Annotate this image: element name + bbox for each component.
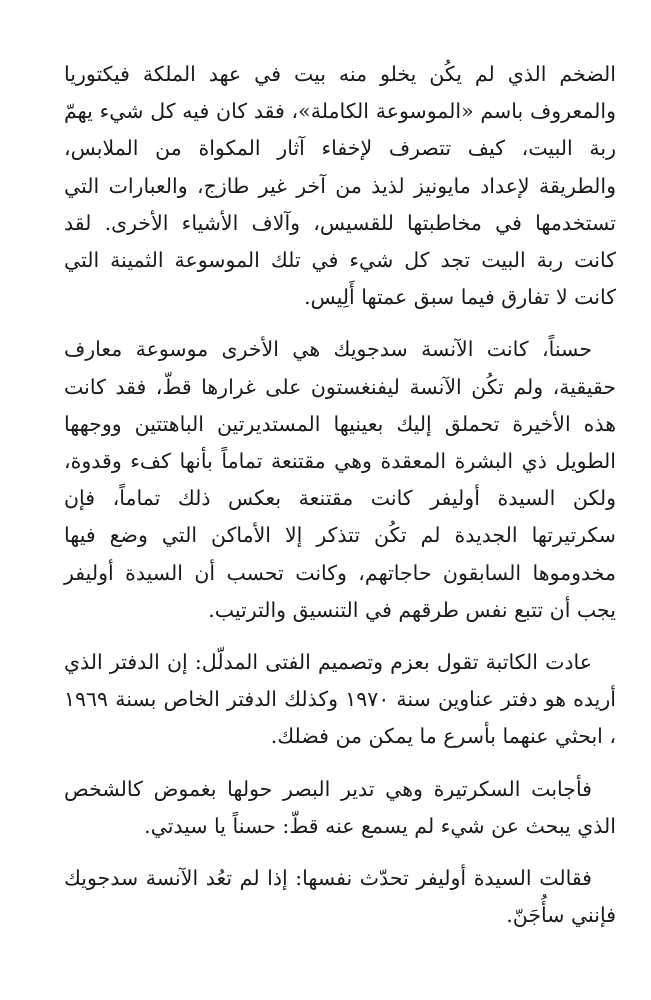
book-page: [64, 56, 616, 949]
paragraph-3: عادت الكاتبة تقول بعزم وتصميم الفتى المدلّل: إن الدفتر الذي أريده هو دفتر عناوين سنة ١٩٧٠ وكذلك الدفتر الخاص بسنة ١٩٦٩ ، ابحثي عنهما بأسرع ما يمكن من فضلك.: [64, 650, 616, 749]
paragraph-4: فأجابت السكرتيرة وهي تدير البصر حولها بغموض كالشخص الذي يبحث عن شيء لم يسمع عنه قطّ: حسناً يا سيدتي.: [64, 776, 616, 838]
paragraph-1: الضخم الذي لم يكُن يخلو منه بيت في عهد الملكة فيكتوريا والمعروف باسم «الموسوعة الكاملة»، فقد كان فيه كل شيء يهمّ ربة البيت، كيف تتصرف لإخفاء آثار المكواة من الملابس، والطريقة لإعداد مايونيز لذيذ من آخر غير طازج، والعبارات التي تستخدمها في مخاطبتها للقسيس، وآلاف الأشياء الأخرى. لقد كانت ربة البيت تجد كل شيء في تلك الموسوعة الثمينة التي كانت لا تفارق فيما سبق عمتها أَلِيس.: [64, 62, 616, 310]
paragraph-2: حسناً، كانت الآنسة سدجويك هي الأخرى موسوعة معارف حقيقية، ولم تكُن الآنسة ليفنغستون على غرارها قطّ، فقد كانت هذه الأخيرة تحملق إليك بعينيها المستديرتين الباهتتين ووجهها الطويل ذي البشرة المعقدة وهي مقتنعة تماماً بأنها كفء وقدوة، ولكن السيدة أوليفر كانت مقتنعة بعكس ذلك تماماً، فإن سكرتيرتها الجديدة لم تكُن تتذكر إلا الأماكن التي وضع فيها مخدوموها السابقون حاجاتهم، وكانت تحسب أن السيدة أوليفر يجب أن تتبع نفس طرقهم في التنسيق والترتيب.: [64, 337, 616, 622]
paragraph-5: فقالت السيدة أوليفر تحدّث نفسها: إذا لم تعُد الآنسة سدجويك فإنني سأُجَنّ.: [64, 866, 616, 928]
